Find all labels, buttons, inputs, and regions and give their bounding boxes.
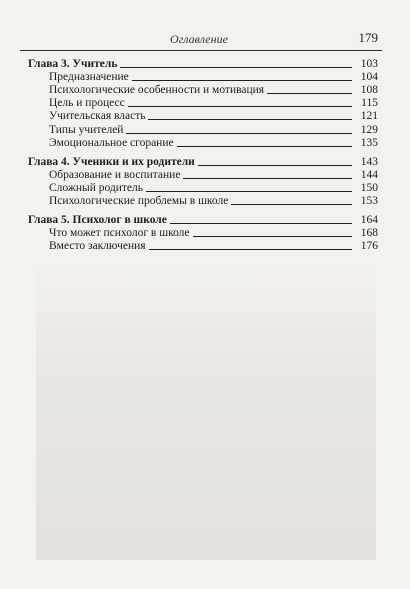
dot-leader xyxy=(149,248,352,250)
table-of-contents xyxy=(28,58,378,253)
toc-entry-page: 176 xyxy=(360,240,378,253)
toc-section-entry xyxy=(28,110,378,123)
dot-leader xyxy=(132,79,352,81)
toc-entry-page: 150 xyxy=(360,181,378,194)
toc-entry-page: 108 xyxy=(360,84,378,97)
toc-entry-title: Вместо заключения xyxy=(49,240,146,253)
running-title: Оглавление xyxy=(170,32,228,46)
toc-entry-title: Цель и процесс xyxy=(49,97,125,110)
toc-chapter-entry xyxy=(28,214,378,227)
toc-section-entry xyxy=(28,169,378,182)
toc-entry-page: 104 xyxy=(360,71,378,84)
toc-entry-page: 115 xyxy=(361,97,378,110)
toc-entry-title: Глава 5. Психолог в школе xyxy=(28,214,167,227)
toc-entry-title: Предназначение xyxy=(49,71,129,84)
dot-leader xyxy=(267,92,352,94)
toc-entry-title: Психологические особенности и мотивация xyxy=(49,84,265,97)
toc-section-entry xyxy=(28,97,378,110)
toc-chapter-entry xyxy=(28,58,378,71)
toc-entry-page: 103 xyxy=(360,58,378,71)
dot-leader xyxy=(148,118,352,120)
toc-entry-page: 121 xyxy=(360,110,378,123)
toc-section-entry xyxy=(28,84,378,97)
dot-leader xyxy=(198,164,352,166)
toc-entry-title: Эмоциональное сгорание xyxy=(49,136,174,149)
toc-entry-title: Что может психолог в школе xyxy=(49,227,190,240)
toc-entry-page: 164 xyxy=(360,214,378,227)
toc-entry-title: Психологические проблемы в школе xyxy=(49,195,229,208)
dot-leader xyxy=(128,105,352,107)
toc-entry-page: 144 xyxy=(360,168,378,181)
toc-entry-page: 135 xyxy=(360,136,378,149)
toc-section-entry xyxy=(28,195,378,208)
dot-leader xyxy=(231,203,352,205)
dot-leader xyxy=(120,66,352,68)
toc-entry-title: Учительская власть xyxy=(49,110,146,123)
toc-section-entry xyxy=(28,137,378,150)
toc-entry-page: 143 xyxy=(360,155,378,168)
toc-entry-page: 168 xyxy=(360,227,378,240)
toc-chapter-entry xyxy=(28,156,378,169)
toc-entry-page: 129 xyxy=(360,123,378,136)
page-header xyxy=(20,30,382,51)
dot-leader xyxy=(177,145,352,147)
toc-section-entry xyxy=(28,71,378,84)
dot-leader xyxy=(146,190,352,192)
toc-entry-title: Глава 4. Ученики и их родители xyxy=(28,155,195,168)
toc-entry-title: Сложный родитель xyxy=(49,181,144,194)
dot-leader xyxy=(193,235,352,237)
toc-section-entry xyxy=(28,182,378,195)
dot-leader xyxy=(126,132,352,134)
toc-section-entry xyxy=(28,123,378,136)
page-number: 179 xyxy=(358,30,378,45)
toc-entry-page: 153 xyxy=(360,195,378,208)
dot-leader xyxy=(183,177,352,179)
toc-entry-title: Типы учителей xyxy=(49,123,124,136)
show-through-background xyxy=(36,260,376,560)
dot-leader xyxy=(170,222,352,224)
toc-entry-title: Образование и воспитание xyxy=(49,168,181,181)
toc-section-entry xyxy=(28,227,378,240)
toc-section-entry xyxy=(28,240,378,253)
toc-entry-title: Глава 3. Учитель xyxy=(28,58,118,71)
